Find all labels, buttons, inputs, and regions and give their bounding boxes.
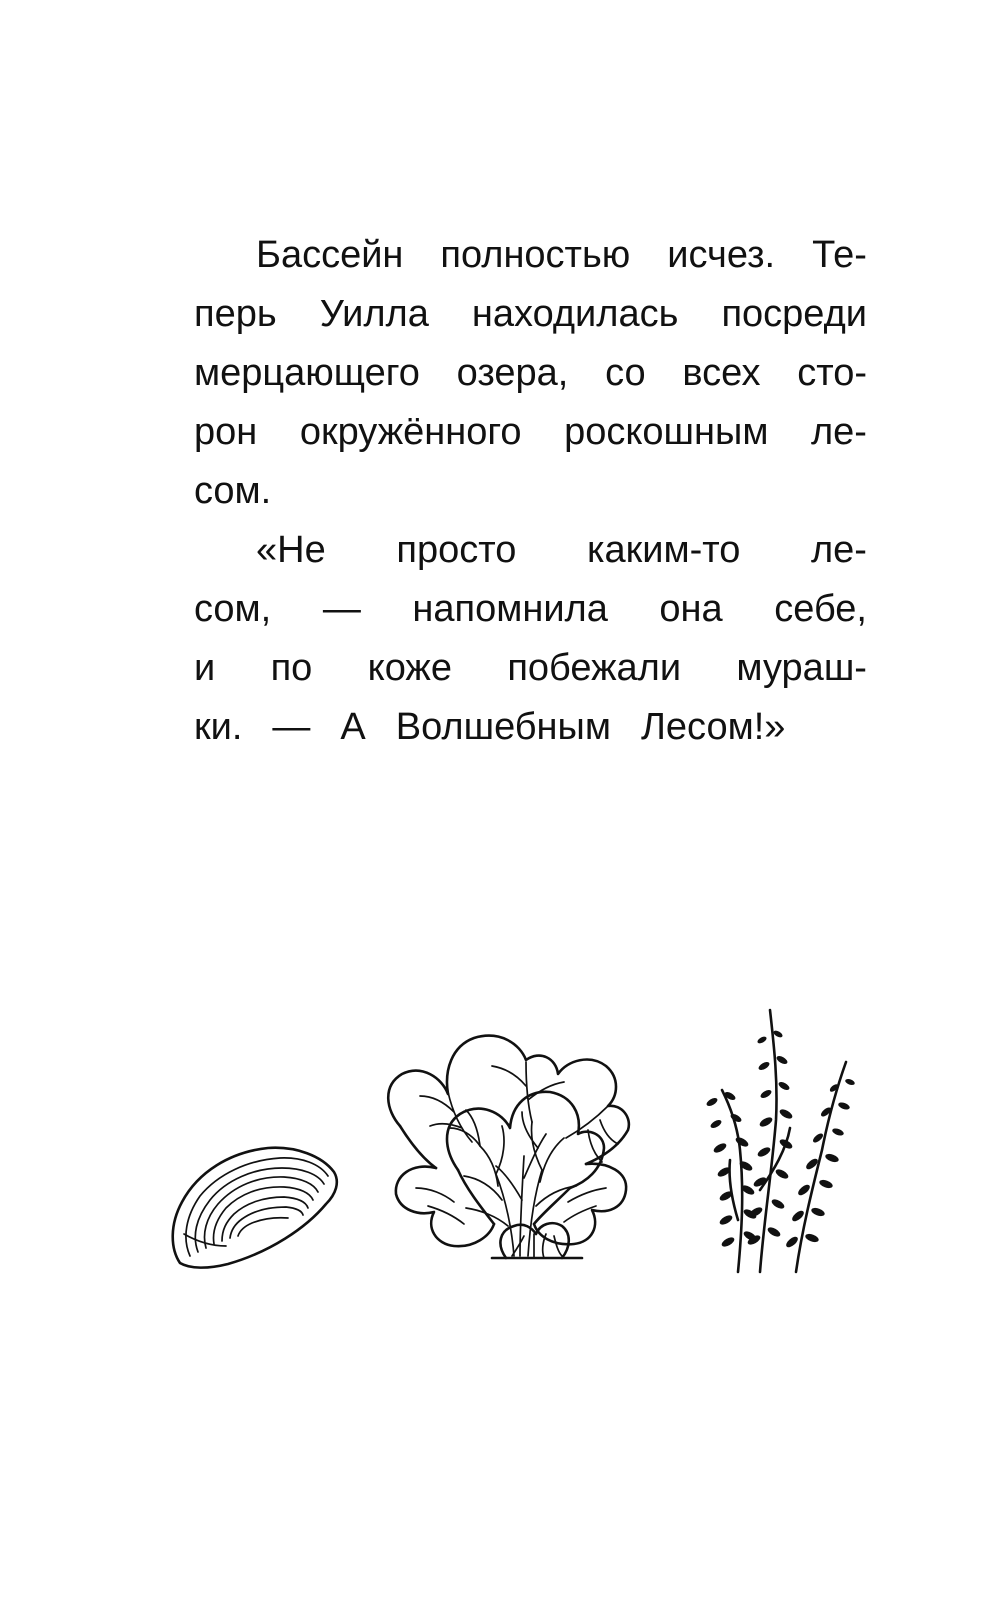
- seaweed-icon: [704, 1010, 854, 1280]
- word: Волшебным: [395, 706, 611, 748]
- word: рон: [194, 411, 258, 453]
- text-line: [194, 580, 867, 639]
- word: роскошным: [564, 411, 769, 453]
- word: ки.: [194, 706, 243, 748]
- word: Уилла: [319, 293, 429, 335]
- text-line: [194, 344, 867, 403]
- word: исчез.: [667, 234, 776, 276]
- word: окружённого: [299, 411, 522, 453]
- word: озера,: [456, 352, 569, 394]
- shell-icon: [168, 1138, 340, 1270]
- word: каким-то: [587, 529, 741, 571]
- word: мураш-: [736, 647, 867, 689]
- word: полностью: [440, 234, 631, 276]
- word: посреди: [721, 293, 867, 335]
- text-line: [194, 639, 867, 698]
- word: себе,: [774, 588, 867, 630]
- word: Лесом!»: [640, 706, 786, 748]
- word: находилась: [471, 293, 679, 335]
- story-text: [194, 226, 867, 757]
- word: перь: [194, 293, 277, 335]
- word: коже: [367, 647, 452, 689]
- word: побежали: [507, 647, 682, 689]
- word: сто-: [797, 352, 867, 394]
- text-line: [194, 226, 867, 285]
- word: «Не: [256, 529, 326, 571]
- word: ле-: [811, 529, 867, 571]
- text-line: [194, 285, 867, 344]
- text-line: [194, 521, 867, 580]
- word: Бассейн: [256, 234, 404, 276]
- word: со: [605, 352, 646, 394]
- word: Те-: [812, 234, 867, 276]
- word: и: [194, 647, 216, 689]
- illustrations-row: [0, 1010, 1000, 1330]
- word: просто: [396, 529, 517, 571]
- text-line: [194, 462, 867, 521]
- word: она: [659, 588, 723, 630]
- word: А: [340, 706, 366, 748]
- coral-icon: [356, 1030, 686, 1270]
- word: мерцающего: [194, 352, 420, 394]
- word: сом,: [194, 588, 272, 630]
- word: —: [322, 588, 361, 630]
- word: ле-: [811, 411, 867, 453]
- word: —: [272, 706, 311, 748]
- word: всех: [682, 352, 761, 394]
- word: по: [270, 647, 313, 689]
- word: напомнила: [412, 588, 608, 630]
- word: сом.: [194, 470, 272, 512]
- text-line: [194, 698, 867, 757]
- text-line: [194, 403, 867, 462]
